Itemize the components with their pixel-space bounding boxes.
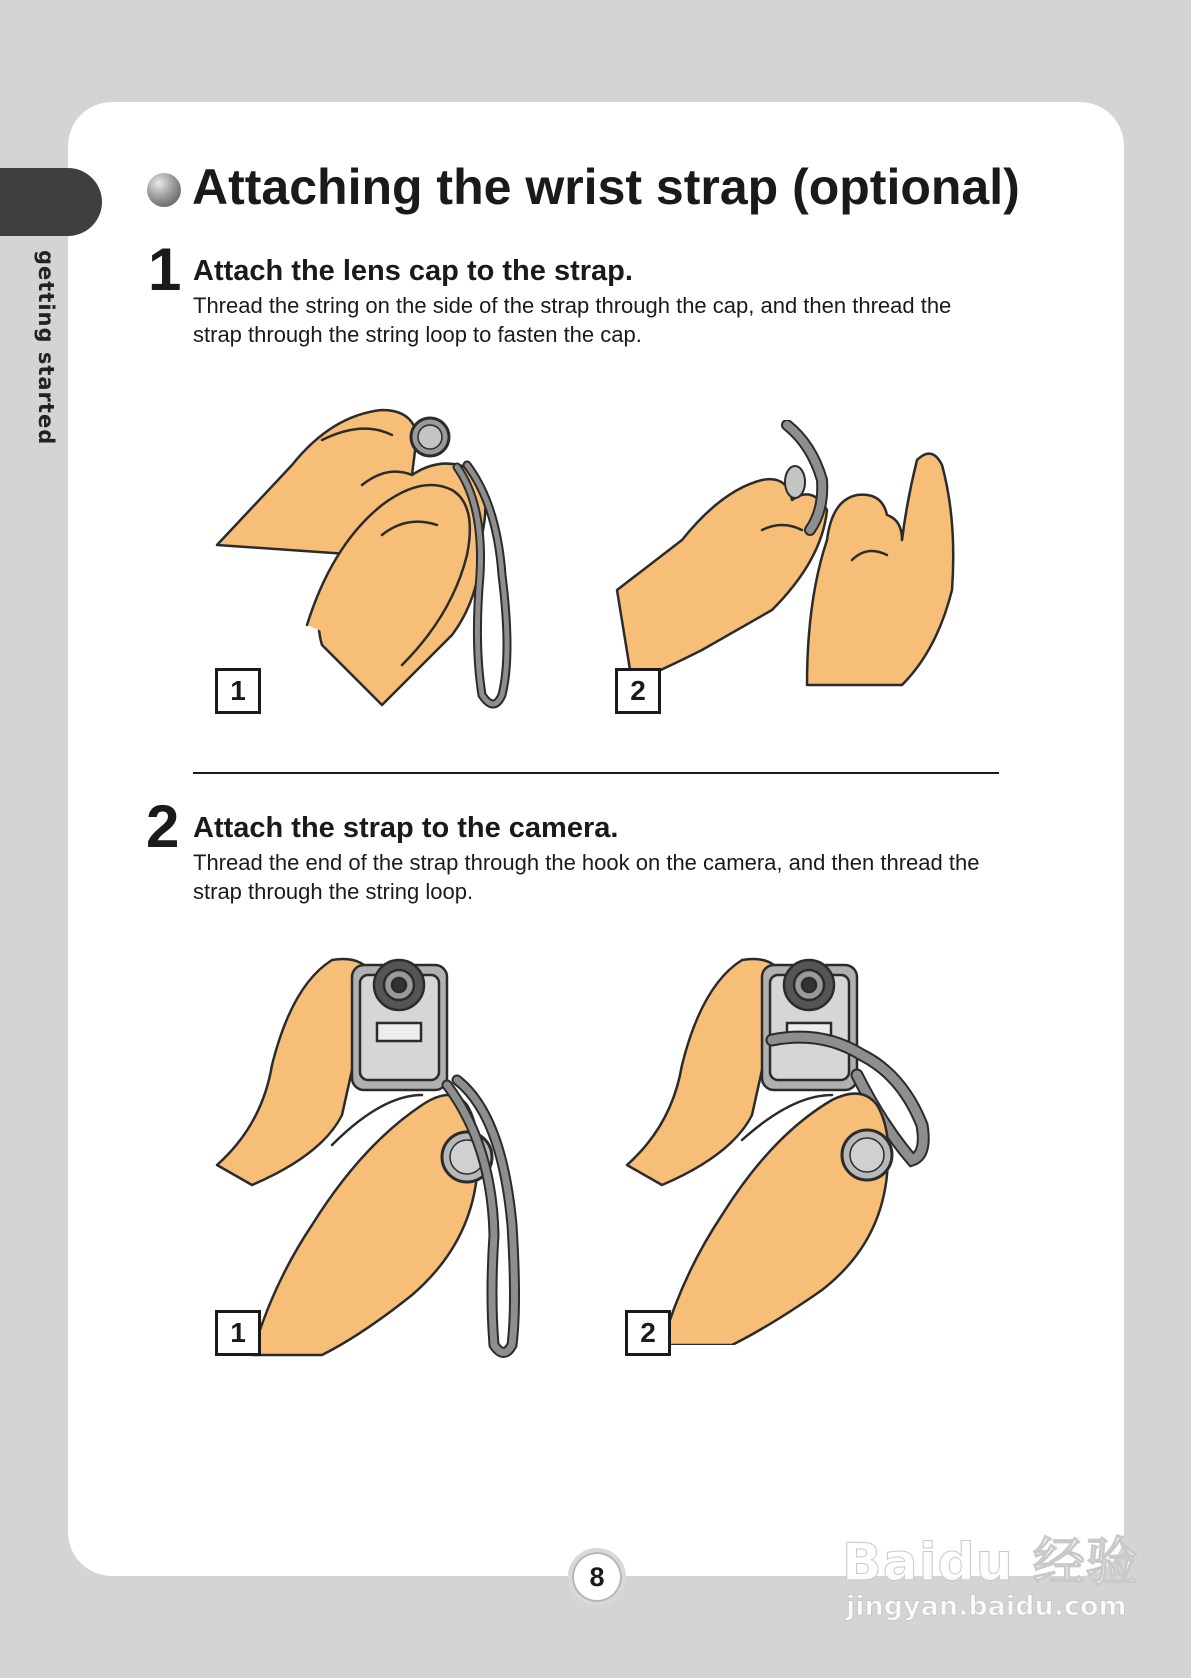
step-1-figure-2-label: 2 (615, 668, 661, 714)
step-divider (193, 772, 999, 774)
step-1-figure-2-illustration (612, 420, 962, 690)
step-2-figure-1-label: 1 (215, 1310, 261, 1356)
step-2-figure-2-illustration (622, 945, 932, 1345)
step-1-figure-1-illustration (212, 395, 542, 715)
step-1-figure-1-label: 1 (215, 668, 261, 714)
step-2-heading: Attach the strap to the camera. (193, 812, 619, 844)
step-1-heading: Attach the lens cap to the strap. (193, 255, 633, 287)
watermark-logo: Baidu 经验 (842, 1533, 1139, 1593)
section-tab-label: getting started (34, 250, 58, 446)
page-number-badge: 8 (568, 1548, 626, 1606)
page-title: Attaching the wrist strap (optional) (192, 159, 1020, 215)
step-1-description: Thread the string on the side of the strap through the cap, and then thread the strap through the string loop to fasten the cap. (193, 293, 952, 347)
step-2-description: Thread the end of the strap through the hook on the camera, and then thread the strap through the string loop. (193, 850, 980, 904)
step-2-figure-2-label: 2 (625, 1310, 671, 1356)
title-bullet-icon (147, 173, 181, 207)
step-2-figure-1-illustration (212, 945, 542, 1360)
step-1-number: 1 (148, 236, 182, 303)
watermark-url: jingyan.baidu.com (846, 1591, 1127, 1622)
section-tab (0, 168, 102, 236)
step-2-number: 2 (146, 793, 180, 860)
